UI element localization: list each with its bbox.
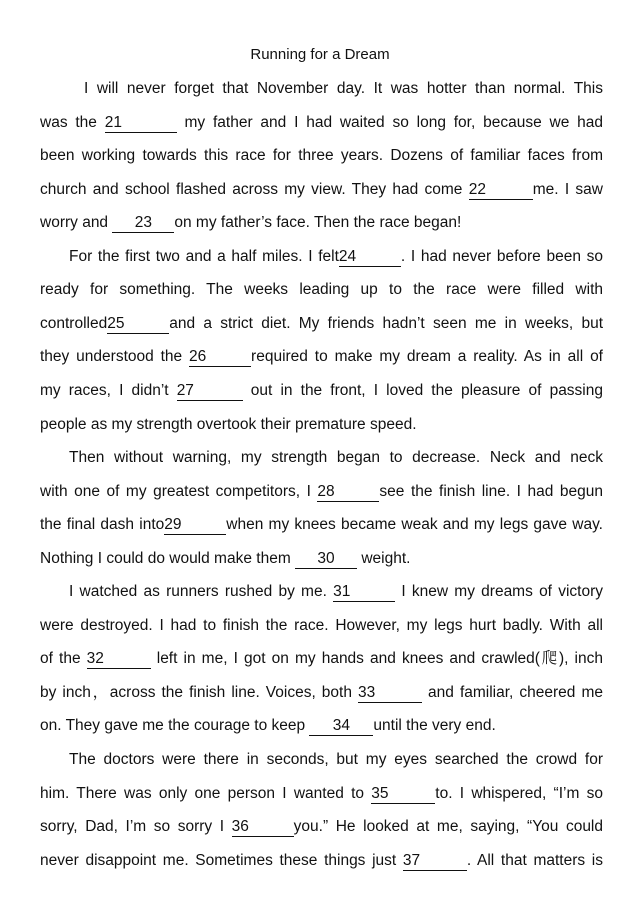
line-text: weight. xyxy=(357,549,411,567)
line-text: . I had never before been so xyxy=(400,247,604,265)
line-text: and familiar, cheered me xyxy=(422,683,603,701)
line-text: you.” He looked at me, saying, “You could xyxy=(293,818,603,836)
line-text: never disappoint me. Sometimes these things just xyxy=(40,851,403,869)
line-text: For the first two and a half miles. I felt xyxy=(69,247,339,265)
line-text: and a strict diet. My friends hadn’t seen me in weeks, but xyxy=(169,314,603,332)
line-text: on. They gave me the courage to keep xyxy=(40,717,310,735)
line-text: required to make my dream a reality. As in all of xyxy=(251,348,603,366)
text-line xyxy=(40,346,603,368)
blank-27: 27 xyxy=(177,382,243,401)
line-text: to. I whispered, “I’m so xyxy=(435,784,603,802)
blank-36: 36 xyxy=(232,818,294,837)
text-line xyxy=(40,816,603,838)
blank-32: 32 xyxy=(87,650,151,669)
text-line xyxy=(40,414,603,436)
line-text: by inch，across the finish line. Voices, both xyxy=(40,683,359,701)
line-text: they understood the xyxy=(40,348,190,366)
line-text: my father and I had waited so long for, because we had xyxy=(176,113,603,131)
text-line xyxy=(40,112,603,134)
line-text: . All that matters is xyxy=(466,851,603,869)
text-line xyxy=(40,682,603,704)
blank-33: 33 xyxy=(358,684,422,703)
text-line xyxy=(40,380,603,402)
text-line xyxy=(40,212,603,234)
blank-22: 22 xyxy=(469,181,533,200)
blank-21: 21 xyxy=(105,114,177,133)
line-text: ready for something. The weeks leading up to the race were filled with xyxy=(40,281,603,299)
line-text: out in the front, I loved the pleasure of passing xyxy=(242,381,603,399)
text-line xyxy=(40,447,603,469)
line-text: of the xyxy=(40,650,87,668)
line-text: the final dash into xyxy=(40,516,165,534)
line-text: I knew my dreams of victory xyxy=(395,583,603,601)
line-text: see the finish line. I had begun xyxy=(379,482,603,500)
line-text: with one of my greatest competitors, I xyxy=(40,482,318,500)
line-text: Then without warning, my strength began to decrease. Neck and neck xyxy=(69,449,603,467)
line-text: until the very end. xyxy=(373,717,496,735)
text-line xyxy=(40,749,603,771)
line-text: The doctors were there in seconds, but my eyes searched the crowd for xyxy=(69,751,603,768)
line-text: me. I saw xyxy=(532,180,603,198)
line-text: sorry, Dad, I’m so sorry I xyxy=(40,818,232,836)
line-text: been working towards this race for three years. Dozens of familiar faces from xyxy=(40,147,603,165)
line-text: left in me, I got on my hands and knees and crawled(爬), inch xyxy=(150,650,603,668)
blank-31: 31 xyxy=(333,583,395,602)
page-title: Running for a Dream xyxy=(250,46,390,63)
text-line xyxy=(40,648,603,670)
line-text: when my knees became weak and my legs gave way. xyxy=(226,516,603,534)
blank-23: 23 xyxy=(112,214,174,233)
text-line xyxy=(40,850,603,872)
line-text: were destroyed. I had to finish the race. However, my legs hurt badly. With all xyxy=(40,616,603,634)
blank-24: 24 xyxy=(339,248,401,267)
blank-26: 26 xyxy=(189,348,251,367)
text-line xyxy=(40,78,603,100)
text-line xyxy=(40,514,603,536)
line-text: worry and xyxy=(40,214,113,232)
text-line xyxy=(40,615,603,637)
text-line xyxy=(40,246,603,268)
line-text: Nothing I could do would make them xyxy=(40,549,296,567)
text-line xyxy=(40,145,603,167)
blank-30: 30 xyxy=(295,550,357,569)
text-line xyxy=(40,313,603,335)
blank-37: 37 xyxy=(403,852,467,871)
blank-25: 25 xyxy=(107,315,169,334)
blank-29: 29 xyxy=(164,516,226,535)
line-text: I will never forget that November day. It was hotter than normal. This xyxy=(84,80,603,97)
line-text: my races, I didn’t xyxy=(40,381,177,399)
text-line xyxy=(40,715,603,737)
text-line xyxy=(40,179,603,201)
line-text: on my father’s face. Then the race began! xyxy=(174,214,462,232)
line-text: people as my strength overtook their premature speed. xyxy=(40,415,417,433)
blank-28: 28 xyxy=(317,483,379,502)
blank-34: 34 xyxy=(309,717,373,736)
text-line xyxy=(40,548,603,570)
line-text: was the xyxy=(40,113,105,131)
line-text: him. There was only one person I wanted to xyxy=(40,784,372,802)
text-line xyxy=(40,279,603,301)
line-text: church and school flashed across my view. They had come xyxy=(40,180,469,198)
blank-35: 35 xyxy=(371,785,435,804)
text-line xyxy=(40,783,603,805)
line-text: I watched as runners rushed by me. xyxy=(69,583,334,601)
text-line xyxy=(40,581,603,603)
line-text: controlled xyxy=(40,314,108,332)
text-line xyxy=(40,481,603,503)
